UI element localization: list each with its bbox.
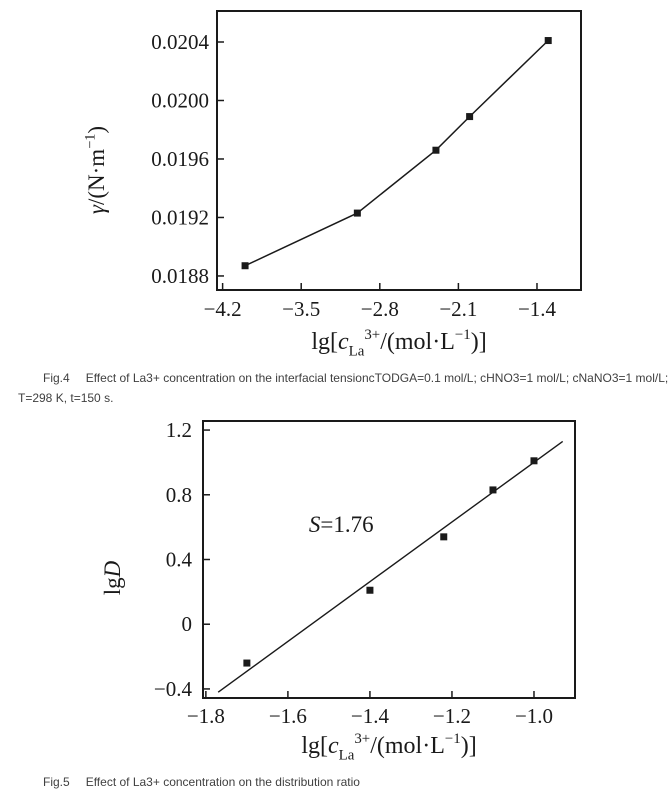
y-tick-label: 0.0200 [151,88,209,113]
x-tick-label: −2.8 [360,297,399,321]
x-tick-label: −1.0 [514,704,554,728]
fig5-caption-line1 [18,772,668,792]
fig4-caption-line1 [18,368,668,388]
data-point-marker [489,486,496,493]
fig5-caption-label: Fig.5 [43,775,70,789]
x-tick-label: −1.4 [350,704,389,728]
data-point-marker [432,147,439,154]
fig5-caption [18,772,668,792]
x-tick-label: −2.1 [439,297,478,321]
y-tick-label: 0.0188 [151,263,209,288]
plot-frame [217,11,581,290]
y-axis-label: $\gamma/(N\cdot m^{-1})$ [82,125,109,215]
y-tick-label: 0.8 [165,482,192,507]
data-point-marker [242,262,249,269]
x-axis-label: $\lg[c_{La}^{3+}/(mol\cdot L^{-1})]$ [301,730,477,764]
data-point-marker [545,37,552,44]
fig4-caption-line2: T=298 K, t=150 s. [18,391,114,405]
y-tick-label: −0.4 [153,676,192,701]
data-point-marker [354,210,361,217]
y-tick-label: 0.4 [165,547,192,572]
x-tick-label: −1.6 [268,704,307,728]
fig5-distribution-ratio-chart [0,408,670,768]
y-tick-label: 0 [181,612,192,637]
plot-frame [203,421,575,698]
y-axis-label: lgD [100,560,125,596]
x-tick-label: −1.8 [186,704,225,728]
x-tick-label: −1.4 [517,297,557,321]
x-axis-label: $\lg[c_{La}^{3+}/(mol\cdot L^{-1})]$ [311,326,487,360]
fig4-caption [18,368,668,408]
slope-annotation: S=1.76 [308,511,374,537]
data-point-marker [366,587,373,594]
fig4-interfacial-tension-chart [0,0,670,362]
fig4-caption-label: Fig.4 [43,371,70,385]
y-tick-label: 1.2 [165,418,192,443]
y-tick-label: 0.0204 [151,30,209,54]
data-point-marker [440,533,447,540]
x-tick-label: −4.2 [203,297,242,321]
data-point-marker [466,113,473,120]
fig5-caption-text: Effect of La3+ concentration on the distribution ratio [85,775,360,789]
data-point-marker [530,457,537,464]
data-line [245,41,548,266]
y-tick-label: 0.0196 [151,146,209,171]
y-tick-label: 0.0192 [151,205,209,230]
x-tick-label: −1.2 [432,704,472,728]
data-point-marker [243,660,250,667]
x-tick-label: −3.5 [282,297,321,321]
fig4-caption-text: Effect of La3+ concentration on the interfacial tensioncTODGA=0.1 mol/L; cHNO3=1 mol/L; cNaNO3=1 mol/L; [85,371,668,385]
fit-line [218,441,563,692]
